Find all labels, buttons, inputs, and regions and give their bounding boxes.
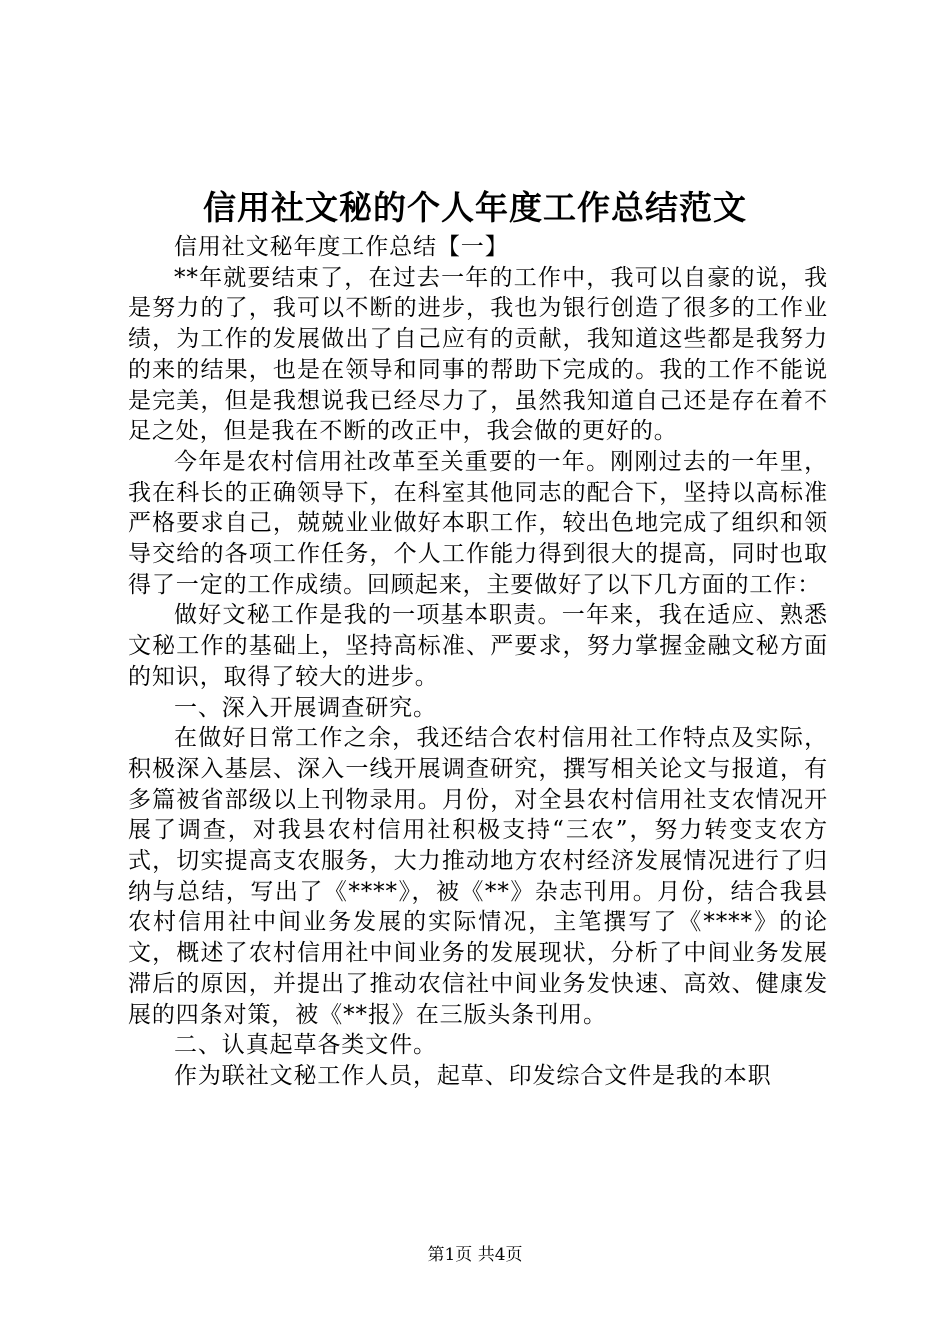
paragraph: 在做好日常工作之余，我还结合农村信用社工作特点及实际，积极深入基层、深入一线开展调查研究，撰写相关论文与报道，有多篇被省部级以上刊物录用。月份，对全县农村信用社支农情况开展了调查，对我县农村信用社积极支持“三农”，努力转变支农方式，切实提高支农服务，大力推动地方农村经济发展情况进行了归纳与总结，写出了《****》，被《**》杂志刊用。月份，结合我县农村信用社中间业务发展的实际情况，主笔撰写了《****》的论文，概述了农村信用社中间业务的发展现状，分析了中间业务发展滞后的原因，并提出了推动农信社中间业务发快速、高效、健康发展的四条对策，被《**报》在三版头条刊用。 [128,725,828,1028]
page-footer: 第1页 共4页 [427,1245,523,1265]
paragraph: **年就要结束了，在过去一年的工作中，我可以自豪的说，我是努力的了，我可以不断的进步，我也为银行创造了很多的工作业绩，为工作的发展做出了自己应有的贡献，我知道这些都是我努力的来的结果，也是在领导和同事的帮助下完成的。我的工作不能说是完美，但是我想说我已经尽力了，虽然我知道自己还是存在着不足之处，但是我在不断的改正中，我会做的更好的。 [128,264,828,445]
document-title: 信用社文秘的个人年度工作总结范文 [203,188,747,227]
section-heading: 一、深入开展调查研究。 [174,694,437,721]
document-body [128,232,828,1092]
section-heading: 二、认真起草各类文件。 [174,1032,437,1059]
section-heading: 信用社文秘年度工作总结【一】 [174,234,509,260]
paragraph: 今年是农村信用社改革至关重要的一年。刚刚过去的一年里，我在科长的正确领导下，在科室其他同志的配合下，坚持以高标准严格要求自己，兢兢业业做好本职工作，较出色地完成了组织和领导交给的各项工作任务，个人工作能力得到很大的提高，同时也取得了一定的工作成绩。回顾起来，主要做好了以下几方面的工作： [128,448,828,598]
paragraph: 作为联社文秘工作人员，起草、印发综合文件是我的本职 [174,1062,772,1089]
paragraph: 做好文秘工作是我的一项基本职责。一年来，我在适应、熟悉文秘工作的基础上，坚持高标准、严要求，努力掌握金融文秘方面的知识，取得了较大的进步。 [128,602,828,690]
